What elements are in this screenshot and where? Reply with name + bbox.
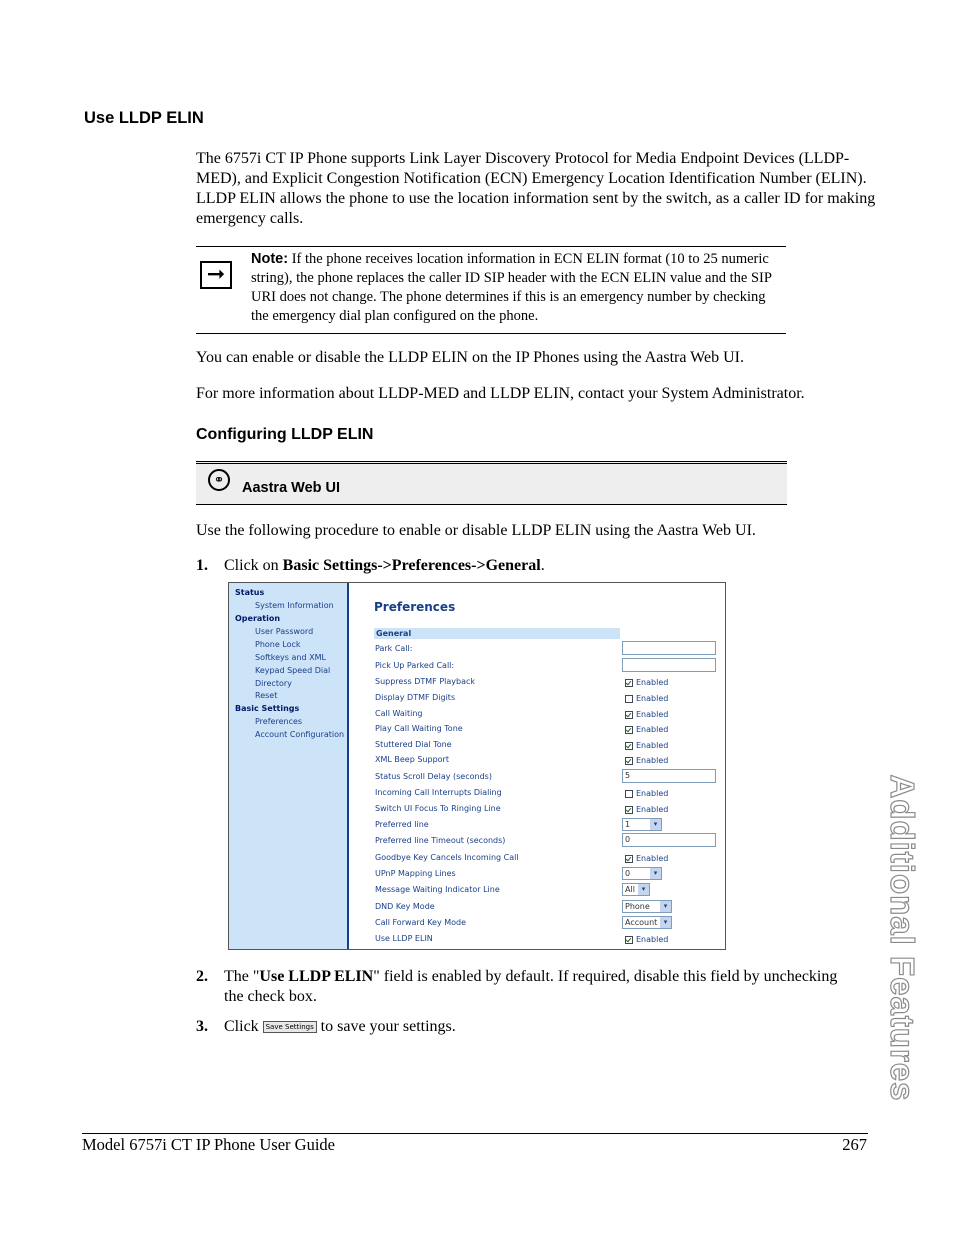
setting-label: Play Call Waiting Tone <box>375 724 463 733</box>
select-value: Account <box>625 918 658 927</box>
setting-label: Preferred line Timeout (seconds) <box>375 836 506 845</box>
setting-checkbox[interactable] <box>625 741 668 751</box>
sidebar-nav-item[interactable]: Reset <box>255 691 278 700</box>
note-label: Note: <box>251 251 289 267</box>
setting-label: Goodbye Key Cancels Incoming Call <box>375 853 519 862</box>
note-top-rule <box>196 246 786 247</box>
unchecked-box-icon[interactable] <box>625 695 633 703</box>
checked-box-icon[interactable] <box>625 855 633 863</box>
setting-label: Call Waiting <box>375 709 423 718</box>
web-ui-screenshot <box>228 582 726 950</box>
chevron-down-icon[interactable]: ▾ <box>660 917 671 928</box>
sidebar-nav-item[interactable]: Softkeys and XML <box>255 653 326 662</box>
setting-label: DND Key Mode <box>375 902 435 911</box>
sidebar-nav-item[interactable]: Operation <box>235 614 281 623</box>
checked-box-icon[interactable] <box>625 757 633 765</box>
checked-box-icon[interactable] <box>625 679 633 687</box>
enable-paragraph: You can enable or disable the LLDP ELIN on the IP Phones using the Aastra Web UI. <box>196 349 744 366</box>
procedure-intro: Use the following procedure to enable or disable LLDP ELIN using the Aastra Web UI. <box>196 522 756 539</box>
checked-box-icon[interactable] <box>625 936 633 944</box>
checkbox-label: Enabled <box>636 805 669 814</box>
setting-label: Status Scroll Delay (seconds) <box>375 772 492 781</box>
step-text-post: . <box>540 557 545 574</box>
setting-label: Pick Up Parked Call: <box>375 661 455 670</box>
general-section-header: General <box>374 628 620 639</box>
sidebar-nav-item[interactable]: Preferences <box>255 717 303 726</box>
setting-checkbox[interactable] <box>625 756 668 766</box>
step-1-text <box>224 556 844 576</box>
checked-box-icon[interactable] <box>625 726 633 734</box>
checkbox-label: Enabled <box>636 725 669 734</box>
footer-rule <box>82 1133 868 1134</box>
setting-checkbox[interactable] <box>625 694 668 704</box>
setting-label: Display DTMF Digits <box>375 693 456 702</box>
checkbox-label: Enabled <box>636 789 669 798</box>
sidebar-nav-item[interactable]: Basic Settings <box>235 704 300 713</box>
note-body: If the phone receives location information in ECN ELIN format (10 to 25 numeric string), the phone replaces the caller ID SIP header with the ECN ELIN value and the SIP URI does not change. The phone determines if this is an emergency number by checking the emergency dial plan configured on the phone. <box>251 251 772 324</box>
checkbox-label: Enabled <box>636 694 669 703</box>
sidebar-nav-item[interactable]: Status <box>235 588 265 597</box>
step-text-post: to save your settings. <box>316 1018 456 1035</box>
checkbox-label: Enabled <box>636 854 669 863</box>
setting-input[interactable]: 5 <box>622 769 716 783</box>
unchecked-box-icon[interactable] <box>625 790 633 798</box>
select-value: Phone <box>625 902 650 911</box>
setting-label: Incoming Call Interrupts Dialing <box>375 788 502 797</box>
arrow-right-icon: ➞ <box>200 261 232 289</box>
setting-checkbox[interactable] <box>625 854 668 864</box>
step-2-text <box>224 967 844 1007</box>
setting-select[interactable] <box>622 883 650 896</box>
setting-checkbox[interactable] <box>625 805 668 815</box>
note-bottom-rule <box>196 333 786 334</box>
step-number: 1. <box>196 557 208 574</box>
setting-label: Message Waiting Indicator Line <box>375 885 500 894</box>
side-tab-label: Additional Features <box>884 774 921 1102</box>
globe-icon: ⚭ <box>208 469 230 491</box>
step-number: 3. <box>196 1018 208 1035</box>
step-number: 2. <box>196 968 208 985</box>
sidebar-nav-item[interactable]: User Password <box>255 627 314 636</box>
step-3-text <box>224 1017 844 1037</box>
select-value: 1 <box>625 820 631 829</box>
step-text-post: " field is enabled by default. If required, disable this field by unchecking the check box. <box>224 968 838 1005</box>
checked-box-icon[interactable] <box>625 742 633 750</box>
note-box <box>251 250 776 326</box>
setting-label: UPnP Mapping Lines <box>375 869 456 878</box>
checkbox-label: Enabled <box>636 756 669 765</box>
save-settings-button[interactable]: Save Settings <box>263 1021 317 1033</box>
sidebar-nav-item[interactable]: Account Configuration <box>255 730 345 739</box>
page-number: 267 <box>842 1135 867 1154</box>
setting-input[interactable] <box>622 641 716 655</box>
setting-checkbox[interactable] <box>625 789 668 799</box>
setting-select[interactable] <box>622 916 672 929</box>
step-text-pre: Click <box>224 1018 263 1035</box>
setting-label: Stuttered Dial Tone <box>375 740 452 749</box>
setting-label: XML Beep Support <box>375 755 449 764</box>
subsection-title: Configuring LLDP ELIN <box>196 426 374 443</box>
setting-label: Park Call: <box>375 644 413 653</box>
setting-select[interactable] <box>622 900 672 913</box>
setting-checkbox[interactable] <box>625 710 668 720</box>
checkbox-label: Enabled <box>636 741 669 750</box>
intro-paragraph: The 6757i CT IP Phone supports Link Layer Discovery Protocol for Media Endpoint Devices (LLDP-MED), and Explicit Congestion Notification (ECN) Emergency Location Identification Number (ELIN). LLDP ELIN allows the phone to use the location information sent by the switch, as a caller ID for making emergency calls. <box>196 150 876 227</box>
setting-input[interactable] <box>622 658 716 672</box>
more-info-paragraph: For more information about LLDP-MED and LLDP ELIN, contact your System Administrator. <box>196 385 805 402</box>
web-ui-sidebar <box>229 583 349 949</box>
step-text-pre: Click on <box>224 557 283 574</box>
step-text-bold: Use LLDP ELIN <box>259 968 374 985</box>
checked-box-icon[interactable] <box>625 806 633 814</box>
section-title: Use LLDP ELIN <box>84 109 204 127</box>
sidebar-nav-item[interactable]: Keypad Speed Dial <box>255 666 331 675</box>
setting-label: Use LLDP ELIN <box>375 934 433 943</box>
sidebar-nav-item[interactable]: Phone Lock <box>255 640 301 649</box>
setting-label: Switch UI Focus To Ringing Line <box>375 804 501 813</box>
chevron-down-icon[interactable]: ▾ <box>638 884 649 895</box>
setting-label: Suppress DTMF Playback <box>375 677 476 686</box>
setting-checkbox[interactable] <box>625 935 668 945</box>
setting-checkbox[interactable] <box>625 725 668 735</box>
chevron-down-icon[interactable]: ▾ <box>660 901 671 912</box>
select-value: All <box>625 885 635 894</box>
step-text-pre: The " <box>224 968 260 985</box>
checkbox-label: Enabled <box>636 678 669 687</box>
sidebar-nav-item[interactable]: Directory <box>255 679 292 688</box>
select-value: 0 <box>625 869 631 878</box>
setting-checkbox[interactable] <box>625 678 668 688</box>
checkbox-label: Enabled <box>636 710 669 719</box>
setting-select[interactable] <box>622 818 662 831</box>
preferences-title: Preferences <box>374 600 456 614</box>
checkbox-label: Enabled <box>636 935 669 944</box>
chevron-down-icon[interactable]: ▾ <box>650 819 661 830</box>
sidebar-nav-item[interactable]: System Information <box>255 601 334 610</box>
setting-select[interactable] <box>622 867 662 880</box>
footer-title: Model 6757i CT IP Phone User Guide <box>82 1135 335 1154</box>
setting-input[interactable]: 0 <box>622 833 716 847</box>
checked-box-icon[interactable] <box>625 711 633 719</box>
web-ui-label: Aastra Web UI <box>242 480 341 496</box>
setting-label: Call Forward Key Mode <box>375 918 467 927</box>
setting-label: Preferred line <box>375 820 429 829</box>
step-text-bold: Basic Settings->Preferences->General <box>282 557 541 574</box>
chevron-down-icon[interactable]: ▾ <box>650 868 661 879</box>
